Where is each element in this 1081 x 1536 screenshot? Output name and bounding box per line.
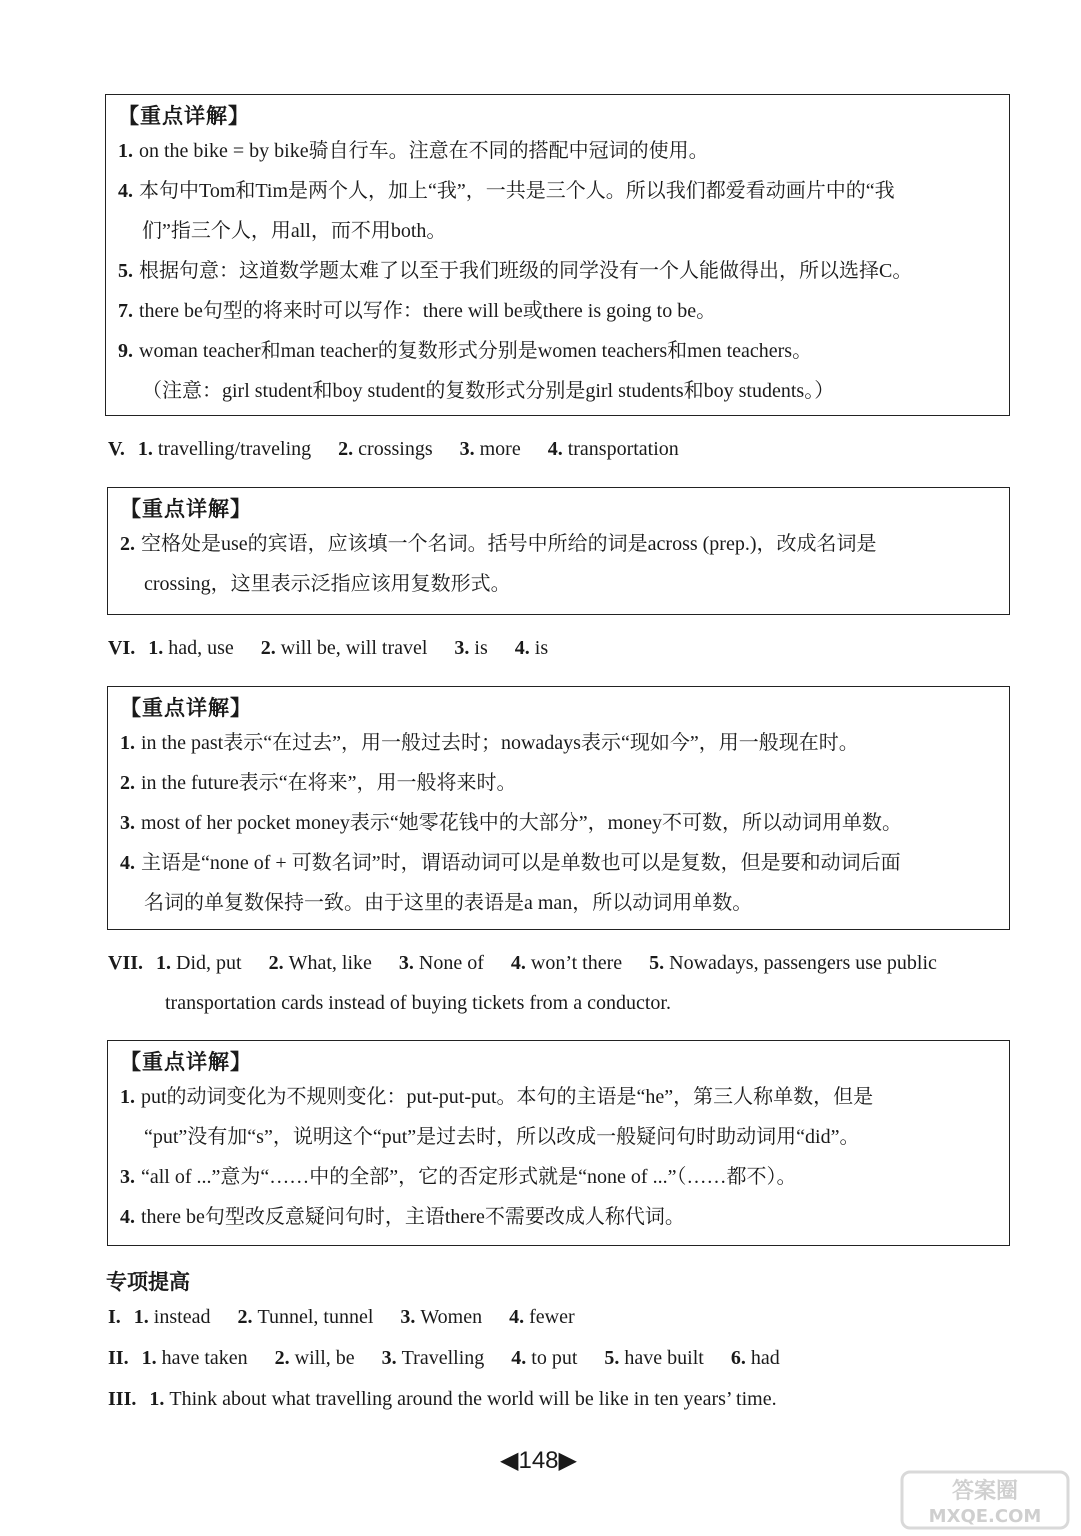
explanation-line: 们”指三个人，用all，而不用both。 xyxy=(142,220,447,242)
answer-item: 1. Think about what travelling around the world will be like in ten years’ time. xyxy=(149,1388,777,1410)
box-title: 【重点详解】 xyxy=(118,104,250,128)
explanation-line: 5. 根据句意：这道数学题太难了以至于我们班级的同学没有一个人能做得出，所以选择C。 xyxy=(118,260,913,282)
explanation-line: 名词的单复数保持一致。由于这里的表语是a man，所以动词用单数。 xyxy=(144,892,753,914)
box-title: 【重点详解】 xyxy=(120,497,252,521)
box-title: 【重点详解】 xyxy=(120,1050,252,1074)
svg-text:MXQE.COM: MXQE.COM xyxy=(928,1506,1042,1527)
explanation-box-2 xyxy=(107,487,1010,615)
explanation-line: crossing，这里表示泛指应该用复数形式。 xyxy=(144,573,511,595)
answers-vi: VI. 1. had, use 2. will be, will travel 3. is 4. is xyxy=(108,637,549,659)
answer-item: 3. more xyxy=(459,438,521,460)
answer-item: 3. is xyxy=(454,637,488,659)
answer-item: 1. had, use xyxy=(148,637,234,659)
explanation-line: 2. in the future表示“在将来”，用一般将来时。 xyxy=(120,772,517,794)
answer-item: 2. will, be xyxy=(274,1347,355,1369)
explanation-box-3 xyxy=(107,686,1010,930)
answer-item: 1. travelling/traveling xyxy=(137,438,312,460)
section-title: 专项提高 xyxy=(106,1270,190,1294)
explanation-line: 3. most of her pocket money表示“她零花钱中的大部分”，money不可数，所以动词用单数。 xyxy=(120,812,903,834)
answer-item: 5. have built xyxy=(604,1347,704,1369)
answer-item: 1. instead xyxy=(133,1306,211,1328)
answer-item: 4. is xyxy=(514,637,549,659)
answer-item: 1. Did, put xyxy=(156,952,242,974)
explanation-line: （注意：girl student和boy student的复数形式分别是girl students和boy students。） xyxy=(142,380,835,402)
next-arrow-icon: ▶ xyxy=(558,1447,577,1474)
svg-text:答案圈: 答案圈 xyxy=(951,1479,1019,1504)
answer-item: 4. to put xyxy=(511,1347,578,1369)
answer-item: 2. crossings xyxy=(338,438,433,460)
answer-item: 2. will be, will travel xyxy=(260,637,428,659)
explanation-line: 2. 空格处是use的宾语，应该填一个名词。括号中所给的词是across (prep.)，改成名词是 xyxy=(120,533,877,555)
answer-item: 4. fewer xyxy=(509,1306,575,1328)
answer-item: 5. Nowadays, passengers use public xyxy=(649,952,937,974)
explanation-box-1 xyxy=(105,94,1010,416)
answer-item: 2. What, like xyxy=(268,952,372,974)
answers-v: V. 1. travelling/traveling 2. crossings 3. more 4. transportation xyxy=(108,438,679,460)
explanation-line: 3. “all of ...”意为“……中的全部”，它的否定形式就是“none of ...”（……都不）。 xyxy=(120,1166,797,1188)
explanation-line: 4. 本句中Tom和Tim是两个人，加上“我”，一共是三个人。所以我们都爱看动画片中的“我 xyxy=(118,180,895,202)
explanation-line: 4. 主语是“none of + 可数名词”时，谓语动词可以是单数也可以是复数，但是要和动词后面 xyxy=(120,852,901,874)
answer-item: 1. have taken xyxy=(141,1347,248,1369)
prev-arrow-icon: ◀ xyxy=(500,1447,519,1474)
answer-item: 3. None of xyxy=(398,952,484,974)
explanation-line: 1. put的动词变化为不规则变化：put-put-put。本句的主语是“he”，第三人称单数，但是 xyxy=(120,1086,874,1108)
answers-vii-continuation: transportation cards instead of buying tickets from a conductor. xyxy=(165,992,671,1014)
explanation-line: 9. woman teacher和man teacher的复数形式分别是women teachers和men teachers。 xyxy=(118,340,813,362)
explanation-line: 1. in the past表示“在过去”，用一般过去时；nowadays表示“现如今”，用一般现在时。 xyxy=(120,732,859,754)
explanation-line: 4. there be句型改反意疑问句时，主语there不需要改成人称代词。 xyxy=(120,1206,685,1228)
explanation-line: 1. on the bike = by bike骑自行车。注意在不同的搭配中冠词的使用。 xyxy=(118,140,709,162)
answer-item: 3. Travelling xyxy=(381,1347,485,1369)
explanation-box-4 xyxy=(107,1040,1010,1246)
box-title: 【重点详解】 xyxy=(120,696,252,720)
answers-iii: III. 1. Think about what travelling around the world will be like in ten years’ time. xyxy=(108,1388,777,1410)
answer-item: 3. Women xyxy=(400,1306,483,1328)
box-lines xyxy=(118,131,999,411)
answers-ii: II. 1. have taken 2. will, be 3. Travelling 4. to put 5. have built 6. had xyxy=(108,1347,780,1369)
page-number: ◀148▶ xyxy=(500,1447,577,1474)
watermark-logo xyxy=(900,1470,1070,1530)
explanation-line: “put”没有加“s”，说明这个“put”是过去时，所以改成一般疑问句时助动词用“did”。 xyxy=(144,1126,860,1148)
answer-item: 6. had xyxy=(730,1347,780,1369)
answers-vii: VII. 1. Did, put 2. What, like 3. None of 4. won’t there 5. Nowadays, passengers use public xyxy=(108,952,937,974)
explanation-line: 7. there be句型的将来时可以写作：there will be或there is going to be。 xyxy=(118,300,717,322)
answer-item: 4. won’t there xyxy=(510,952,623,974)
answer-item: 4. transportation xyxy=(547,438,679,460)
answer-item: 2. Tunnel, tunnel xyxy=(237,1306,374,1328)
answers-i: I. 1. instead 2. Tunnel, tunnel 3. Women 4. fewer xyxy=(108,1306,575,1328)
